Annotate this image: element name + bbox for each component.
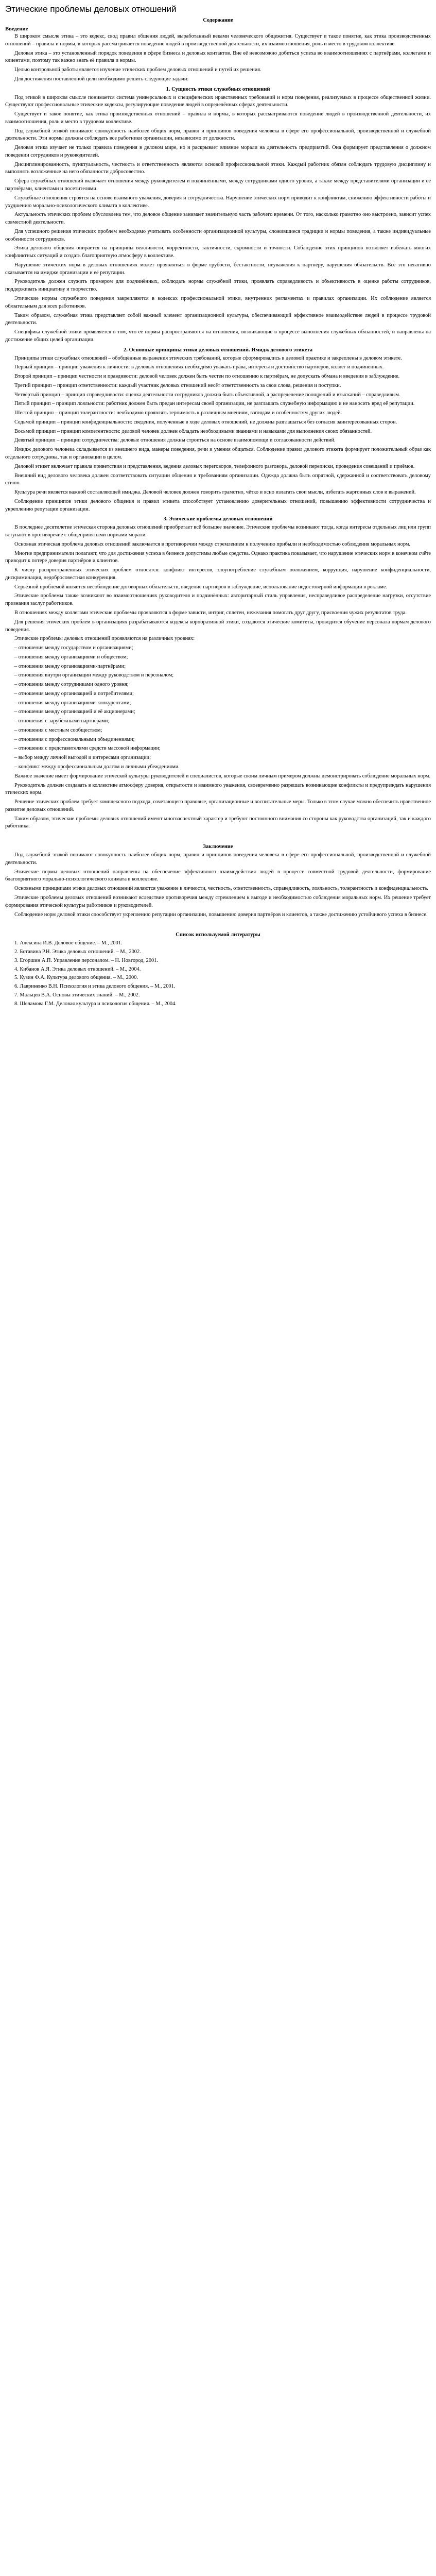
section-1-paragraph: Служебные отношения строятся на основе взаимного уважения, доверия и сотрудничества. Нарушение этических норм приводит к конфликтам, снижению эффективности работы и ухудшению морально-психологического климата в коллективе. — [5, 195, 431, 209]
conclusion-heading: Заключение — [203, 844, 233, 850]
section-2-paragraph: Принципы этики служебных отношений – обобщённые выражения этических требований, которые сформировались в деловой практике и закреплены в деловом этикете. — [14, 355, 402, 361]
list-item: – отношения внутри организации между руководством и персоналом; — [14, 672, 174, 679]
section-1-paragraph: Актуальность этических проблем обусловлена тем, что деловое общение занимает значительную часть рабочего времени. От того, насколько грамотно оно выстроено, зависит успех совместной деятельности. — [5, 212, 431, 226]
section-1-paragraph: Нарушение этических норм в деловых отношениях может проявляться в форме грубости, бестактности, неуважения к партнёру, нарушения обязательств. Всё это негативно сказывается на имидже организации и её репутации. — [5, 262, 431, 276]
contents-heading: Содержание — [203, 18, 233, 23]
conclusion-paragraph: Основными принципами этики деловых отношений являются уважение к личности, честность, ответственность, справедливость, лояльность, толерантность и конфиденциальность. — [14, 886, 428, 892]
section-1-paragraph: Руководитель должен служить примером для подчинённых, соблюдать нормы служебной этики, проявлять справедливость и объективность в оценке работы сотрудников, поддерживать инициативу и творчество. — [5, 279, 431, 293]
conclusion-section — [5, 844, 431, 919]
section-2-paragraph: Девятый принцип – принцип сотрудничества: деловые отношения должны строиться на основе взаимопомощи и согласованности действий. — [14, 437, 336, 444]
list-item: – отношения с зарубежными партнёрами; — [14, 718, 110, 724]
list-item: – отношения между организацией и потребителями; — [14, 690, 134, 697]
section-3-paragraph: В последнее десятилетие этическая сторона деловых отношений приобретает всё большее значение. Этические проблемы возникают тогда, когда интересы отдельных лиц или групп вступают в противоречие с общепринятыми нормами морали. — [5, 524, 431, 538]
section-3-paragraph: Многие предприниматели полагают, что для достижения успеха в бизнесе допустимы любые средства. Однако практика показывает, что нарушение этических норм в конечном счёте приводит к потере доверия партнёров и клиентов. — [5, 550, 431, 564]
conclusion-paragraph: Этические проблемы деловых отношений возникают вследствие противоречия между стремлением к выгоде и необходимостью соблюдения моральных норм. Их решение требует формирования этической культуры работников и руководителей. — [5, 894, 431, 908]
reference-item: 5. Кузин Ф.А. Культура делового общения. – М., 2000. — [14, 975, 138, 981]
section-2-paragraph: Соблюдение принципов этики делового общения и правил этикета способствует установлению доверительных отношений, повышению эффективности сотрудничества и укреплению репутации организации. — [5, 498, 431, 512]
section-1-paragraph: Этические нормы служебного поведения закрепляются в кодексах профессиональной этики, внутренних регламентах и правилах организации. Их соблюдение является обязательным для всех работников. — [5, 295, 431, 309]
list-item: – отношения между сотрудниками одного уровня; — [14, 682, 129, 688]
section-1 — [5, 87, 431, 344]
reference-item: 3. Егоршин А.П. Управление персоналом. – Н. Новгород, 2001. — [14, 957, 158, 963]
section-1-paragraph: Существует и такое понятие, как этика производственных отношений – правила и нормы, в которых рассматриваются поведение людей в производственной деятельности, их взаимоотношения, роль и место в трудовом коллективе. — [5, 111, 431, 125]
section-2-paragraph: Внешний вид делового человека должен соответствовать ситуации общения и требованиям организации. Одежда должна быть опрятной, сдержанной и соответствовать деловому стилю. — [5, 472, 431, 486]
section-3-paragraph: Важное значение имеет формирование этической культуры руководителей и специалистов, которые своим личным примером должны демонстрировать соблюдение моральных норм. — [14, 773, 431, 779]
section-1-paragraph: Под служебной этикой понимают совокупность наиболее общих норм, правил и принципов поведения человека в сфере его профессиональной, производственной и служебной деятельности. Эти нормы должны соблюдать все работники организации, независимо от должности. — [5, 128, 431, 142]
list-item: – отношения между организациями-конкурентами; — [14, 700, 131, 706]
spacer — [5, 834, 431, 841]
page-title: Этические проблемы деловых отношений — [5, 4, 177, 14]
intro-paragraph: Деловая этика – это установленный порядок поведения в сфере бизнеса и деловых контактов. Вне её невозможно добиться успеха во взаимоотношениях с партнёрами, коллегами и клиентами, поэтому так важно знать её правила и нормы. — [5, 50, 431, 64]
section-1-paragraph: Под этикой в широком смысле понимается система универсальных и специфических нравственных требований и норм поведения, реализуемых в процессе общественной жизни. Существуют профессиональные этические кодексы, регулирующие поведение людей в определённых сферах деятельности. — [5, 94, 431, 108]
section-2-paragraph: Шестой принцип – принцип толерантности: необходимо проявлять терпимость к различным мнениям, взглядам и особенностям других людей. — [14, 410, 342, 416]
section-3-paragraph: Серьёзной проблемой является несоблюдение договорных обязательств, введение партнёров в заблуждение, использование недостоверной информации в рекламе. — [14, 584, 388, 590]
section-2-paragraph: Восьмой принцип – принцип компетентности: деловой человек должен обладать необходимыми знаниями и навыками для выполнения своих обязанностей. — [14, 428, 372, 434]
section-2-paragraph: Четвёртый принцип – принцип справедливости: оценка деятельности сотрудников должна быть объективной, а распределение поощрений и взысканий – справедливым. — [14, 392, 400, 398]
section-1-paragraph: Этика делового общения опирается на принципы вежливости, корректности, тактичности, скромности и точности. Соблюдение этих принципов позволяет избежать многих конфликтных ситуаций и создать благоприятную атмосферу в коллективе. — [5, 245, 431, 259]
section-1-paragraph: Деловая этика изучает не только правила поведения в деловом мире, но и раскрывает влияние морали на деятельность предприятий. Она формирует представления о должном поведении сотрудников и руководителей. — [5, 145, 431, 158]
intro-paragraph: Целью контрольной работы является изучение этических проблем деловых отношений и путей их решения. — [14, 67, 261, 73]
section-2-paragraph: Первый принцип – принцип уважения к личности: в деловых отношениях необходимо уважать права, интересы и достоинство партнёров, коллег и подчинённых. — [14, 364, 384, 370]
section-3-paragraph: Основная этическая проблема деловых отношений заключается в противоречии между стремлением к получению прибыли и необходимостью соблюдения моральных норм. — [14, 541, 411, 547]
section-3-heading: 3. Этические проблемы деловых отношений — [163, 516, 273, 522]
section-3-paragraph: Решение этических проблем требует комплексного подхода, сочетающего правовые, организационные и воспитательные меры. Только в этом случае можно обеспечить нравственное развитие деловых отношений. — [5, 799, 431, 812]
intro-paragraph: Для достижения поставленной цели необходимо решить следующие задачи: — [14, 76, 189, 82]
section-2-paragraph: Деловой этикет включает правила приветствия и представления, ведения деловых переговоров, телефонного разговора, деловой переписки, проведения совещаний и приёмов. — [14, 463, 415, 469]
list-item: – отношения между организациями и обществом; — [14, 654, 128, 660]
section-1-paragraph: Дисциплинированность, пунктуальность, честность и ответственность являются основой профессиональной этики. Каждый работник обязан соблюдать трудовую дисциплину и выполнять возложенные на него обязанности добросовестно. — [5, 161, 431, 175]
conclusion-paragraph: Под служебной этикой понимают совокупность наиболее общих норм, правил и принципов поведения человека в сфере его профессиональной, производственной и служебной деятельности. — [5, 852, 431, 866]
reference-item: 8. Шеламова Г.М. Деловая культура и психология общения. – М., 2004. — [14, 1001, 177, 1007]
section-2-paragraph: Культура речи является важной составляющей имиджа. Деловой человек должен говорить грамотно, чётко и ясно излагать свои мысли, избегать жаргонных слов и выражений. — [14, 489, 416, 496]
section-2-heading: 2. Основные принципы этики деловых отношений. Имидж делового этикета — [123, 347, 313, 353]
list-item: – отношения между организацией и её акционерами; — [14, 709, 135, 715]
section-1-paragraph: Специфика служебной этики проявляется в том, что её нормы распространяются на отношения, возникающие в процессе выполнения служебных обязанностей, и направлены на достижение общих целей организации. — [5, 329, 431, 343]
section-1-heading: 1. Сущность этики служебных отношений — [166, 86, 270, 92]
section-3-paragraph: Для решения этических проблем в организациях разрабатываются кодексы корпоративной этики, создаются этические комитеты, проводится обучение персонала нормам делового поведения. — [5, 619, 431, 633]
intro-paragraph: В широком смысле этика – это кодекс, свод правил общения людей, выработанный веками человеческого общежития. Существует и такое понятие, как этика производственных отношений – правила и нормы, в которых рассматривается поведение людей в производственной деятельности, их взаимоотношения, роль и место в трудовом коллективе. — [5, 33, 431, 47]
conclusion-paragraph: Этические нормы деловых отношений направлены на обеспечение эффективного взаимодействия людей в процессе совместной трудовой деятельности, формирование благоприятного морально-психологического климата в коллективе. — [5, 869, 431, 883]
section-3-paragraph: Этические проблемы деловых отношений проявляются на различных уровнях: — [14, 636, 195, 642]
section-2 — [5, 347, 431, 514]
section-1-paragraph: Сфера служебных отношений включает отношения между руководителем и подчинёнными, между сотрудниками одного уровня, а также между представителями организации и её партнёрами, клиентами и посетителями. — [5, 178, 431, 192]
list-item: – отношения между организациями-партнёрами; — [14, 663, 126, 669]
reference-item: 4. Кибанов А.Я. Этика деловых отношений. – М., 2004. — [14, 966, 141, 972]
section-1-paragraph: Таким образом, служебная этика представляет собой важный элемент организационной культуры, обеспечивающий эффективное взаимодействие людей в процессе трудовой деятельности. — [5, 312, 431, 326]
section-3-paragraph: К числу распространённых этических проблем относятся: конфликт интересов, злоупотребление служебным положением, коррупция, нарушение конфиденциальности, дискриминация, недобросовестная конкуренция. — [5, 567, 431, 581]
section-3 — [5, 516, 431, 831]
reference-item: 7. Мальцев В.А. Основы этических знаний. – М., 2002. — [14, 992, 140, 998]
list-item: – отношения с профессиональными объединениями; — [14, 736, 135, 742]
list-item: – отношения между государством и организациями; — [14, 645, 133, 651]
reference-item: 2. Ботавина Р.Н. Этика деловых отношений. – М., 2002. — [14, 949, 141, 955]
reference-item: 6. Лавриненко В.Н. Психология и этика делового общения. – М., 2001. — [14, 984, 176, 990]
section-2-paragraph: Пятый принцип – принцип лояльности: работник должен быть предан интересам своей организации, не разглашать служебную информацию и не наносить вред её репутации. — [14, 401, 415, 407]
section-2-paragraph: Имидж делового человека складывается из внешнего вида, манеры поведения, речи и умения общаться. Соблюдение правил делового этикета формирует положительный образ как отдельного сотрудника, так и организации в целом. — [5, 447, 431, 460]
section-1-paragraph: Для успешного решения этических проблем необходимо учитывать особенности организационной культуры, сложившиеся традиции и нормы поведения, а также индивидуальные особенности сотрудников. — [5, 228, 431, 242]
spacer — [5, 922, 431, 929]
section-2-paragraph: Второй принцип – принцип честности и правдивости: деловой человек должен быть честен по отношению к партнёрам, не допускать обмана и введения в заблуждение. — [14, 374, 400, 380]
list-item: – выбор между личной выгодой и интересами организации; — [14, 755, 151, 761]
section-3-paragraph: Таким образом, этические проблемы деловых отношений имеют многоаспектный характер и требуют постоянного внимания со стороны как руководства организаций, так и каждого работника. — [5, 816, 431, 829]
section-2-paragraph: Третий принцип – принцип ответственности: каждый участник деловых отношений несёт ответственность за свои слова, решения и поступки. — [14, 382, 341, 388]
reference-item: 1. Алексина И.В. Деловое общение. – М., 2001. — [14, 940, 123, 946]
references-heading: Список используемой литературы — [176, 932, 260, 938]
intro-heading: Введение — [5, 26, 28, 32]
section-3-paragraph: Руководитель должен создавать в коллективе атмосферу доверия, открытости и взаимного уважения, своевременно разрешать возникающие конфликты и предупреждать нарушения этических норм. — [5, 782, 431, 796]
section-2-paragraph: Седьмой принцип – принцип конфиденциальности: сведения, полученные в ходе деловых отношений, не должны разглашаться без согласия заинтересованных сторон. — [14, 419, 397, 425]
section-3-paragraph: Этические проблемы также возникают во взаимоотношениях руководителя и подчинённых: авторитарный стиль управления, несправедливое распределение нагрузки, отсутствие признания заслуг работников. — [5, 593, 431, 607]
document-page — [0, 0, 436, 1016]
list-item: – конфликт между профессиональным долгом и личными убеждениями. — [14, 764, 180, 770]
list-item: – отношения с местным сообществом; — [14, 727, 102, 733]
intro-section — [5, 26, 431, 83]
conclusion-paragraph: Соблюдение норм деловой этики способствует укреплению репутации организации, повышению доверия партнёров и клиентов, а также достижению устойчивого успеха в бизнесе. — [14, 911, 428, 918]
list-item: – отношения с представителями средств массовой информации; — [14, 745, 161, 752]
section-3-paragraph: В отношениях между коллегами этические проблемы проявляются в форме зависти, интриг, сплетен, нежелания помогать друг другу, присвоения чужих результатов труда. — [14, 610, 407, 616]
references-section — [5, 932, 431, 1008]
